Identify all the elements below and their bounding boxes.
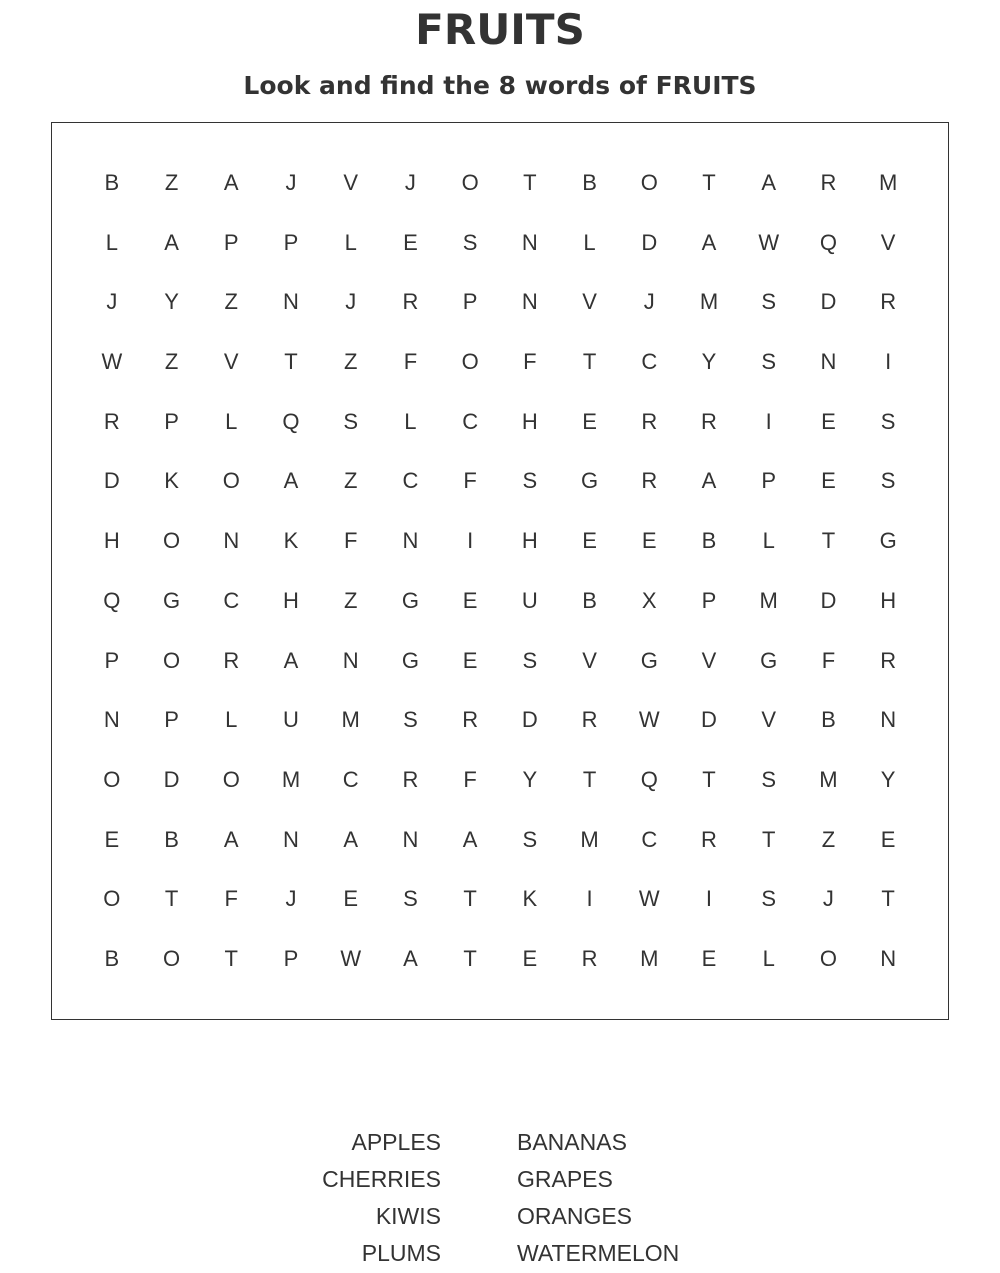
grid-letter[interactable]: Z [343,587,358,613]
grid-letter[interactable]: N [880,946,897,972]
grid-letter[interactable]: E [522,946,538,972]
grid-letter[interactable]: M [878,169,898,195]
grid-letter[interactable]: V [761,707,777,733]
grid-letter[interactable]: C [462,408,479,434]
grid-letter[interactable]: H [103,528,120,554]
grid-letter[interactable]: J [643,289,655,315]
grid-letter[interactable]: N [283,826,299,852]
grid-letter[interactable]: U [283,707,299,733]
grid-letter[interactable]: R [701,408,717,434]
grid-letter[interactable]: M [699,289,719,315]
grid-letter[interactable]: O [162,528,181,554]
word-list-item: KIWIS [375,1203,441,1229]
word-list-item: PLUMS [361,1240,441,1266]
grid-letter[interactable]: M [759,587,778,613]
grid-letter[interactable]: Y [880,766,896,792]
grid-letter[interactable]: T [582,766,597,792]
grid-letter[interactable]: W [758,229,780,255]
grid-letter[interactable]: E [641,528,657,554]
grid-letter[interactable]: F [463,468,477,494]
grid-letter[interactable]: L [762,946,775,972]
grid-letter[interactable]: G [760,647,778,673]
grid-letter[interactable]: S [880,468,896,494]
grid-letter[interactable]: C [641,826,658,852]
grid-letter[interactable]: G [162,587,181,613]
grid-letter[interactable]: D [521,707,538,733]
grid-letter[interactable]: T [881,886,895,912]
grid-letter[interactable]: T [821,528,836,554]
grid-letter[interactable]: I [586,886,593,912]
grid-letter[interactable]: M [819,766,838,792]
grid-letter[interactable]: A [403,946,418,972]
grid-letter[interactable]: E [880,826,896,852]
grid-letter[interactable]: G [401,587,419,613]
grid-letter[interactable]: B [104,169,120,195]
grid-letter[interactable]: M [580,826,599,852]
grid-letter[interactable]: C [223,587,240,613]
grid-letter[interactable]: A [701,229,717,255]
grid-letter[interactable]: K [164,468,179,494]
word-list-item: WATERMELON [517,1240,680,1266]
grid-letter[interactable]: R [880,647,897,673]
grid-letter[interactable]: Q [103,587,121,613]
grid-letter[interactable]: N [103,707,120,733]
page-subtitle: Look and find the 8 words of FRUITS [243,71,757,100]
grid-letter[interactable]: H [521,408,538,434]
word-list-item: BANANAS [517,1129,627,1155]
grid-letter[interactable]: O [103,766,121,792]
grid-letter[interactable]: B [104,946,120,972]
grid-letter[interactable]: B [701,528,717,554]
grid-letter[interactable]: X [641,587,657,613]
grid-letter[interactable]: R [820,169,837,195]
grid-letter[interactable]: E [821,468,836,494]
grid-letter[interactable]: V [582,289,597,315]
grid-letter[interactable]: Y [701,348,717,374]
grid-letter[interactable]: L [225,707,238,733]
grid-letter[interactable]: J [822,886,834,912]
grid-letter[interactable]: W [638,707,660,733]
grid-letter[interactable]: B [164,826,179,852]
grid-letter[interactable]: Y [164,289,179,315]
grid-letter[interactable]: Q [819,229,837,255]
word-list-item: ORANGES [517,1203,633,1229]
grid-letter[interactable]: P [223,229,239,255]
grid-letter[interactable]: N [402,528,419,554]
grid-letter[interactable]: S [343,408,359,434]
grid-letter[interactable]: S [761,886,777,912]
grid-letter[interactable]: L [344,229,357,255]
grid-letter[interactable]: L [404,408,417,434]
grid-letter[interactable]: E [462,587,478,613]
grid-letter[interactable]: O [461,348,479,374]
grid-letter[interactable]: A [343,826,359,852]
grid-letter[interactable]: P [701,587,717,613]
grid-letter[interactable]: T [164,886,179,912]
grid-letter[interactable]: K [283,528,299,554]
grid-letter[interactable]: J [106,289,118,315]
grid-letter[interactable]: S [522,647,538,673]
grid-letter[interactable]: Q [282,408,300,434]
grid-letter[interactable]: Z [343,348,358,374]
grid-letter[interactable]: A [283,468,299,494]
grid-letter[interactable]: D [701,707,717,733]
grid-letter[interactable]: O [162,946,181,972]
grid-letter[interactable]: T [463,946,477,972]
grid-letter[interactable]: J [285,886,297,912]
grid-letter[interactable]: P [761,468,777,494]
grid-letter[interactable]: N [342,647,359,673]
grid-letter[interactable]: D [641,229,658,255]
grid-letter[interactable]: R [103,408,120,434]
grid-letter[interactable]: V [343,169,359,195]
grid-letter[interactable]: O [103,886,121,912]
grid-letter[interactable]: O [162,647,181,673]
grid-letter[interactable]: L [105,229,118,255]
grid-letter[interactable]: O [222,766,240,792]
grid-letter[interactable]: S [761,766,777,792]
grid-letter[interactable]: L [583,229,596,255]
grid-letter[interactable]: T [284,348,298,374]
grid-letter[interactable]: F [403,348,418,374]
letter-grid [82,153,918,989]
grid-letter[interactable]: F [224,886,238,912]
grid-letter[interactable]: D [820,289,837,315]
grid-letter[interactable]: R [223,647,240,673]
grid-letter[interactable]: Z [224,289,238,315]
grid-letter[interactable]: S [761,289,777,315]
grid-letter[interactable]: N [402,826,419,852]
grid-letter[interactable]: B [821,707,836,733]
grid-letter[interactable]: V [223,348,239,374]
grid-letter[interactable]: J [345,289,357,315]
grid-letter[interactable]: Q [640,766,658,792]
grid-letter[interactable]: P [164,408,179,434]
grid-letter[interactable]: D [103,468,120,494]
grid-letter[interactable]: N [521,289,538,315]
grid-letter[interactable]: S [462,229,478,255]
grid-letter[interactable]: A [283,647,299,673]
grid-letter[interactable]: J [404,169,416,195]
grid-letter[interactable]: R [641,468,658,494]
grid-letter[interactable]: A [223,826,239,852]
grid-letter[interactable]: Y [522,766,538,792]
grid-letter[interactable]: T [761,826,776,852]
word-list-item: GRAPES [517,1166,613,1192]
grid-letter[interactable]: P [462,289,478,315]
grid-letter[interactable]: F [463,766,477,792]
grid-letter[interactable]: P [164,707,179,733]
grid-letter[interactable]: I [467,528,474,554]
grid-letter[interactable]: G [879,528,897,554]
grid-letter[interactable]: E [104,826,120,852]
grid-letter[interactable]: N [283,289,299,315]
grid-letter[interactable]: A [462,826,478,852]
page-title: FRUITS [415,5,585,54]
grid-letter[interactable]: O [461,169,479,195]
grid-letter[interactable]: R [402,289,419,315]
grid-letter[interactable]: O [222,468,240,494]
grid-letter[interactable]: B [582,169,597,195]
grid-letter[interactable]: O [819,946,837,972]
grid-letter[interactable]: B [582,587,597,613]
grid-letter[interactable]: Z [164,348,179,374]
grid-letter[interactable]: U [521,587,538,613]
grid-letter[interactable]: R [462,707,479,733]
grid-letter[interactable]: A [761,169,777,195]
grid-letter[interactable]: N [880,707,897,733]
grid-letter[interactable]: V [880,229,896,255]
grid-letter[interactable]: K [522,886,538,912]
grid-letter[interactable]: R [641,408,658,434]
grid-letter[interactable]: Z [343,468,358,494]
grid-letter[interactable]: L [762,528,775,554]
grid-letter[interactable]: T [523,169,537,195]
grid-letter[interactable]: I [885,348,892,374]
grid-letter[interactable]: E [403,229,418,255]
grid-letter[interactable]: H [880,587,897,613]
grid-letter[interactable]: R [581,707,598,733]
grid-letter[interactable]: T [702,169,716,195]
grid-letter[interactable]: M [640,946,659,972]
grid-letter[interactable]: S [522,468,538,494]
grid-letter[interactable]: R [880,289,897,315]
grid-letter[interactable]: N [223,528,240,554]
grid-letter[interactable]: N [521,229,538,255]
grid-letter[interactable]: F [821,647,836,673]
grid-letter[interactable]: R [701,826,717,852]
grid-letter[interactable]: G [580,468,599,494]
grid-letter[interactable]: E [582,408,597,434]
grid-letter[interactable]: I [705,886,713,912]
grid-letter[interactable]: C [641,348,658,374]
grid-letter[interactable]: V [582,647,597,673]
grid-letter[interactable]: A [164,229,179,255]
grid-letter[interactable]: S [522,826,538,852]
grid-letter[interactable]: G [640,647,658,673]
word-list-item: CHERRIES [322,1166,441,1192]
grid-letter[interactable]: H [283,587,299,613]
word-search-board [51,122,949,1020]
grid-letter[interactable]: E [701,946,717,972]
grid-letter[interactable]: P [283,229,299,255]
grid-letter[interactable]: T [224,946,238,972]
grid-letter[interactable]: T [702,766,716,792]
grid-letter[interactable]: M [341,707,360,733]
grid-letter[interactable]: F [343,528,358,554]
grid-letter[interactable]: S [761,348,777,374]
grid-letter[interactable]: D [820,587,837,613]
grid-letter[interactable]: W [638,886,660,912]
grid-letter[interactable]: L [225,408,238,434]
grid-letter[interactable]: V [701,647,717,673]
grid-letter[interactable]: E [821,408,836,434]
grid-letter[interactable]: E [582,528,597,554]
grid-letter[interactable]: W [101,348,123,374]
grid-letter[interactable]: A [701,468,717,494]
grid-letter[interactable]: T [463,886,477,912]
grid-letter[interactable]: P [104,647,120,673]
grid-letter[interactable]: P [283,946,299,972]
grid-letter[interactable]: R [581,946,598,972]
grid-letter[interactable]: C [402,468,419,494]
grid-letter[interactable]: C [342,766,359,792]
grid-letter[interactable]: Z [821,826,836,852]
grid-letter[interactable]: F [523,348,537,374]
grid-letter[interactable]: G [401,647,419,673]
grid-letter[interactable]: A [223,169,239,195]
grid-letter[interactable]: H [521,528,538,554]
grid-letter[interactable]: S [880,408,896,434]
grid-letter[interactable]: S [403,707,418,733]
word-list-item: APPLES [351,1129,441,1155]
grid-letter[interactable]: M [281,766,301,792]
grid-letter[interactable]: O [640,169,658,195]
grid-letter[interactable]: J [285,169,297,195]
grid-letter[interactable]: E [343,886,359,912]
grid-letter[interactable]: E [462,647,478,673]
grid-letter[interactable]: D [163,766,180,792]
grid-letter[interactable]: T [582,348,597,374]
grid-letter[interactable]: R [402,766,419,792]
grid-letter[interactable]: W [340,946,362,972]
grid-letter[interactable]: I [765,408,772,434]
grid-letter[interactable]: Z [164,169,179,195]
grid-letter[interactable]: N [820,348,837,374]
grid-letter[interactable]: S [403,886,418,912]
